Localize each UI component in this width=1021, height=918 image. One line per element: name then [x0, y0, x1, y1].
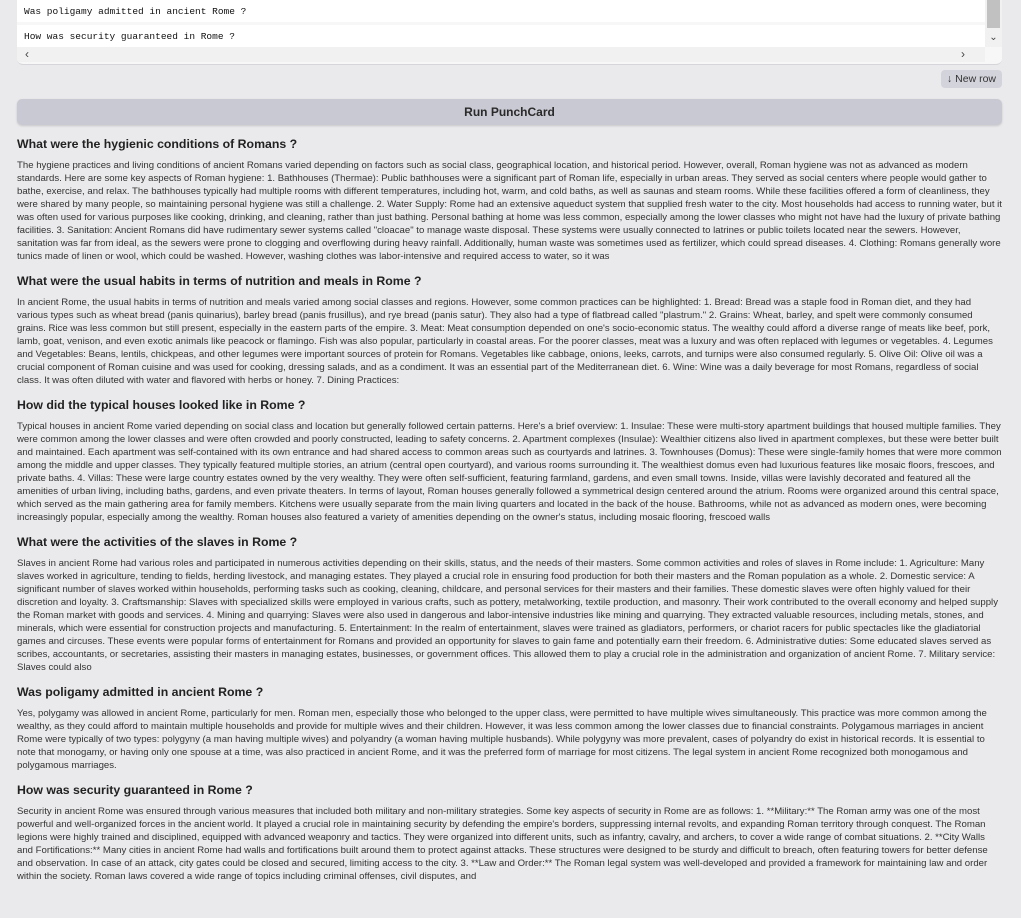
result-item: [17, 135, 1003, 263]
result-answer: Typical houses in ancient Rome varied depending on social class and location but generally followed certain patterns. Here's a brief overview: 1. Insulae: These were multi-story apartment buildings that housed multiple families. They were common among the lower classes and were often crowded and poorly constructed, leading to safety concerns. 2. Apartment complexes (Insulae): Wealthier citizens also lived in apartment complexes, but these were better built and maintained. Each apartment was self-contained with its own entrance and had shared access to common areas such as courtyards and latrines. 3. Townhouses (Domus): These were single-family homes that were more common among the middle and upper classes. They typically featured multiple stories, an atrium (central open courtyard), and various rooms surrounding it. The wealthiest domus even had luxurious features like mosaic floors, frescoes, and private baths. 4. Villas: These were large country estates owned by the very wealthy. They were often self-sufficient, featuring farmland, gardens, and even small towns. Inside, villas were lavishly decorated and featured all the amenities of urban living, including baths, gardens, and even private theaters. In terms of layout, Roman houses generally followed a symmetrical design centered around the atrium. Rooms were organized around this central space, which served as the main gathering area for family members. Kitchens were usually separate from the main living quarters and located in the back of the house. Bathrooms, while not as advanced as modern ones, were becoming increasingly popular, especially among the wealthy. Roman houses also featured a variety of amenities depending on the owner's status, including mosaic flooring, frescoed walls: [17, 421, 1002, 523]
result-question: How was security guaranteed in Rome ?: [17, 783, 253, 797]
horizontal-scrollbar[interactable]: [17, 47, 985, 62]
questions-table: [17, 0, 1002, 65]
scroll-down-icon[interactable]: ⌄: [989, 32, 998, 43]
result-item: [17, 396, 1003, 524]
result-answer: The hygiene practices and living conditions of ancient Romans varied depending on factors such as social class, geographical location, and historical period. However, overall, Roman hygiene was not as advanced as modern standards. Here are some key aspects of Roman hygiene: 1. Bathhouses (Thermae): Public bathhouses were a significant part of Roman life, especially in urban areas. They served as social centers where people would gather to bathe, exercise, and relax. The bathhouses typically had multiple rooms with different temperatures, including hot, warm, and cold baths, as well as saunas and steam rooms. While these facilities offered a form of cleanliness, they were shared by many people, so maintaining personal hygiene was still a challenge. 2. Water Supply: Rome had an extensive aqueduct system that supplied fresh water to the city. Most households had access to running water, but it was often used for various purposes like cooking, drinking, and cleaning, rather than just bathing. Personal bathing at home was less common, especially among the lower classes who might not have had the luxury of private bathing facilities. 3. Sanitation: Ancient Romans did have rudimentary sewer systems called "cloacae" to manage waste disposal. These systems were usually connected to latrines or public toilets located near the sewers. However, sanitation was far from ideal, as the sewers were prone to clogging and overflowing during heavy rainfall. Additionally, human waste was sometimes used as fertilizer, which could spread diseases. 4. Clothing: Romans generally wore tunics made of linen or wool, which could be washed. However, washing clothes was labor-intensive and required access to water, so it was: [17, 160, 1002, 262]
new-row-label: New row: [955, 73, 996, 85]
table-row[interactable]: [17, 0, 985, 22]
result-item: [17, 781, 1003, 883]
vertical-scroll-thumb[interactable]: [987, 0, 1000, 28]
result-answer: Security in ancient Rome was ensured through various measures that included both military and non-military strategies. Some key aspects of security in Rome are as follows: 1. **Military:** The Roman army was one of the most powerful and well-organized forces in the ancient world. It played a crucial role in maintaining security by defending the empire's borders, suppressing internal revolts, and expanding Roman territory through conquest. The Roman legions were highly trained and disciplined, equipped with advanced weaponry and tactics. They were organized into different units, such as infantry, cavalry, and archers, to cover a wide range of combat situations. 2. **City Walls and Fortifications:** Many cities in ancient Rome had walls and fortifications built around them to protect against attacks. These structures were designed to be sturdy and difficult to breach, often featuring towers for better defense and observation. In case of an attack, city gates could be closed and secured, limiting access to the city. 3. **Law and Order:** The Roman legal system was well-developed and provided a framework for maintaining law and order within the society. Roman laws covered a wide range of topics including criminal offenses, civil disputes, and: [17, 806, 988, 882]
table-row[interactable]: [17, 25, 985, 47]
result-item: [17, 533, 1003, 674]
scroll-left-icon[interactable]: ‹: [25, 47, 29, 61]
results-list: [17, 135, 1003, 892]
result-question: Was poligamy admitted in ancient Rome ?: [17, 685, 264, 699]
new-row-button[interactable]: [941, 70, 1002, 88]
run-punchcard-button[interactable]: Run PunchCard: [17, 99, 1002, 125]
arrow-down-icon: ↓: [946, 73, 953, 85]
result-question: What were the hygienic conditions of Romans ?: [17, 137, 298, 151]
result-answer: In ancient Rome, the usual habits in terms of nutrition and meals varied among social classes and regions. However, some common practices can be highlighted: 1. Bread: Bread was a staple food in Roman diet, and they had various types such as wheat bread (panis quinarius), barley bread (panis frusillus), and rye bread (panis satur). They also had a type of flatbread called "plastrum." 2. Grains: Wheat, barley, and spelt were commonly consumed grains. Rice was less common but still present, especially in the eastern parts of the empire. 3. Meat: Meat consumption depended on one's socio-economic status. The wealthy could afford a diverse range of meats like beef, pork, lamb, goat, venison, and even exotic animals like peacock or flamingo. Fish was also popular, particularly in coastal areas. For the poorer classes, meat was a luxury and was often replaced with legumes or vegetables. 4. Legumes and Vegetables: Beans, lentils, chickpeas, and other legumes were important sources of protein for Romans. Vegetables like cabbage, onions, leeks, carrots, and turnips were also consumed regularly. 5. Olive Oil: Olive oil was a crucial component of Roman cuisine and was used for cooking, dressing salads, and as a condiment. It was an essential part of the Mediterranean diet. 6. Wine: Wine was a daily beverage for most Romans, regardless of social class. It was often diluted with water and flavored with herbs or honey. 7. Dining Practices:: [17, 297, 993, 386]
result-answer: Yes, polygamy was allowed in ancient Rome, particularly for men. Roman men, especially those who belonged to the upper class, were permitted to have multiple wives simultaneously. This practice was more common among the wealthy, as they could afford to maintain multiple households and provide for multiple wives and their children. However, it was less common among the lower classes due to financial constraints. Polygamous marriages in ancient Rome were typically of two types: polygyny (a man having multiple wives) and polyandry (a woman having multiple husbands). While polygyny was more prevalent, cases of polyandry do exist in historical records. It is essential to note that monogamy, or having only one spouse at a time, was also practiced in ancient Rome, and it was the preferred form of marriage for most citizens. The legal system in ancient Rome recognized both monogamous and polygamous marriages.: [17, 708, 987, 771]
result-question: What were the activities of the slaves in Rome ?: [17, 535, 298, 549]
result-question: How did the typical houses looked like in Rome ?: [17, 398, 306, 412]
result-question: What were the usual habits in terms of nutrition and meals in Rome ?: [17, 274, 422, 288]
result-item: [17, 683, 1003, 772]
table-cell[interactable]: Was poligamy admitted in ancient Rome ?: [24, 5, 247, 17]
vertical-scrollbar[interactable]: [985, 0, 1002, 47]
scroll-right-icon[interactable]: ›: [961, 47, 965, 61]
result-answer: Slaves in ancient Rome had various roles and participated in numerous activities depending on their skills, status, and the needs of their masters. Some common activities and roles of slaves in Rome include: 1. Agriculture: Many slaves worked in agriculture, tending to fields, herding livestock, and managing estates. They played a crucial role in ensuring food production for both their masters and the Roman population as a whole. 2. Domestic service: A significant number of slaves worked within households, performing tasks such as cooking, cleaning, childcare, and personal services for their masters and their families. These domestic slaves were often highly valued for their discretion and loyalty. 3. Craftsmanship: Slaves with specialized skills were employed in various crafts, such as pottery, metalworking, textile production, and masonry. Their work contributed to the overall economy and helped supply the Roman market with goods and services. 4. Mining and quarrying: Slaves were also used in dangerous and labor-intensive industries like mining and quarrying. They extracted valuable resources, including metals, stones, and minerals, which were essential for construction projects and manufacturing. 5. Entertainment: In the realm of entertainment, slaves were trained as gladiators, performers, or chariot racers for public spectacles like the gladiatorial games and circuses. These events were popular forms of entertainment for Romans and provided an opportunity for slaves to gain fame and potentially earn their freedom. 6. Administrative duties: Some educated slaves served as scribes, accountants, or secretaries, assisting their masters in managing estates, businesses, or government offices. This allowed them to play a crucial role in the administration and organization of ancient Rome. 7. Military service: Slaves could also: [17, 558, 998, 673]
result-item: [17, 272, 1003, 387]
table-cell[interactable]: How was security guaranteed in Rome ?: [24, 30, 235, 42]
